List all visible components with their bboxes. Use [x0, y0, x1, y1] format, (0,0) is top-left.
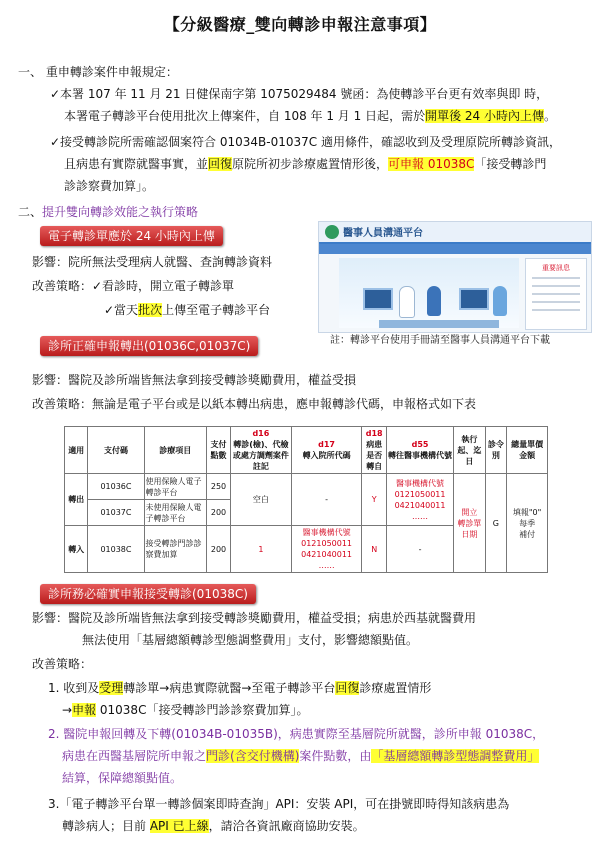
banner-upload-24h: 電子轉診單應於 24 小時內上傳 — [40, 226, 223, 246]
banner-accept-referral: 診所務必確實申報接受轉診(01038C) — [40, 584, 256, 604]
cell-points: 200 — [206, 500, 230, 526]
cell-d17-out: - — [291, 474, 362, 526]
news-line — [532, 285, 580, 287]
s1-p1-highlight: 開單後 24 小時內上傳 — [425, 109, 544, 123]
staff-figure-icon — [493, 286, 507, 316]
cell-item: 未使用保險人電子轉診平台 — [144, 500, 206, 526]
row-group-out: 轉出 — [65, 474, 88, 526]
doctor-figure-icon — [399, 286, 415, 318]
item2-hl-fee: 「基層總額轉診型態調整費用」 — [371, 749, 540, 763]
item2-line3: 結算，保障總額點值。 — [62, 771, 183, 785]
s1-p2-line2 — [64, 154, 546, 174]
platform-header — [319, 222, 591, 244]
item1-hl-claim: 申報 — [72, 703, 97, 717]
cell-code: 01037C — [88, 500, 144, 526]
table-header-row — [65, 427, 548, 474]
col-dates: 執行起、迄日 — [454, 427, 485, 474]
improve2: 改善策略：無論是電子平台或是以紙本轉出病患，應申報轉診代碼，申報格式如下表 — [32, 397, 477, 411]
banner-refer-out: 診所正確申報轉出(01036C,01037C) — [40, 336, 258, 356]
cell-d55-out: 醫事機構代號 0121050011 0421040011 …… — [386, 474, 453, 526]
news-line — [532, 309, 580, 311]
col-code: 支付碼 — [88, 427, 144, 474]
item1-hl-accept: 受理 — [99, 681, 124, 695]
col-d16: d16 轉診(檢)、代檢或處方調劑案件註記 — [231, 427, 292, 474]
improve3-heading: 改善策略： — [32, 657, 93, 671]
s1-p2-line2c: 「接受轉診門 — [474, 157, 547, 171]
platform-caption: 註：轉診平台使用手冊請至醫事人員溝通平台下載 — [330, 335, 550, 346]
news-panel — [525, 258, 587, 330]
section2-number: 二、 — [18, 205, 43, 219]
item3-hl-api: API 已上線 — [149, 819, 209, 833]
item3-line1: 3.「電子轉診平台單一轉診個案即時查詢」API：安裝 API，可在掛號即時得知該病患為 — [48, 797, 510, 811]
claim-code-table — [64, 426, 548, 573]
news-line — [532, 301, 580, 303]
item2-line1: 2. 醫院申報回轉及下轉(01034B-01035B)，病患實際至基層院所就醫，診所申報 01038C， — [48, 727, 545, 741]
col-total: 總量單價金額 — [507, 427, 548, 474]
table-row — [65, 474, 548, 500]
doctors-illustration — [339, 258, 519, 328]
cell-dates: 開立 轉診單 日期 — [454, 474, 485, 573]
col-points: 支付點數 — [206, 427, 230, 474]
col-d18: d18 病患是否轉自 — [362, 427, 386, 474]
s1-p2-line1: ✓接受轉診院所需確認個案符合 01034B-01037C 適用條件，確認收到及受理原院所轉診資訊， — [50, 135, 561, 149]
item1-line1: 1. 收到及受理轉診單→病患實際就醫→至電子轉診平台回復診療處置情形 — [48, 681, 432, 695]
item1-line2: →申報 01038C「接受轉診門診診察費加算」。 — [62, 703, 309, 717]
s1-p2-line2b: 原院所初步診療處置情形後， — [232, 157, 389, 171]
item2-line2: 病患在西醫基層院所申報之門診(含交付機構)案件點數，由「基層總額轉診型態調整費用」 — [62, 749, 540, 763]
cell-d18-in: N — [362, 526, 386, 573]
cell-item: 接受轉診門診診察費加算 — [144, 526, 206, 573]
row-group-in: 轉入 — [65, 526, 88, 573]
nhi-logo-icon — [325, 225, 339, 239]
s1-p2-line3: 診診察費加算」。 — [64, 179, 155, 193]
col-order: 診令別 — [485, 427, 507, 474]
cell-d55-in: - — [386, 526, 453, 573]
impact1: 影響：院所無法受理病人就醫、查詢轉診資料 — [32, 255, 273, 269]
improve1-line2a: ✓當天 — [104, 303, 139, 317]
s1-p2-line2a: 且病患有實際就醫事實，並 — [64, 157, 209, 171]
impact3-line2: 無法使用「基層總額轉診型態調整費用」支付，影響總額點值。 — [82, 633, 419, 647]
impact2: 影響：醫院及診所端皆無法拿到接受轉診獎勵費用，權益受損 — [32, 373, 357, 387]
cell-points: 250 — [206, 474, 230, 500]
s1-p1-line1: ✓本署 107 年 11 月 21 日健保南字第 1075029484 號函：為使轉診平台更有效率與即 時， — [50, 87, 549, 101]
monitor-icon — [459, 288, 489, 310]
item2-hl-outpatient: 門診(含交付機構) — [206, 749, 300, 763]
nurse-figure-icon — [427, 286, 441, 316]
cell-total: 填報"0" 每季 補付 — [507, 474, 548, 573]
cell-points: 200 — [206, 526, 230, 573]
item1-hl-reply: 回復 — [335, 681, 360, 695]
col-apply: 適用 — [65, 427, 88, 474]
cell-item: 使用保險人電子轉診平台 — [144, 474, 206, 500]
cell-d16-out: 空白 — [231, 474, 292, 526]
cell-code: 01036C — [88, 474, 144, 500]
cell-d18-out: Y — [362, 474, 386, 526]
news-line — [532, 277, 580, 279]
page-title: 【分級醫療_雙向轉診申報注意事項】 — [163, 15, 437, 34]
item3-line2: 轉診病人；目前 API 已上線，請洽各資訊廠商協助安裝。 — [62, 819, 365, 833]
platform-screenshot — [318, 221, 592, 333]
s1-p2-hl-reply: 回復 — [208, 157, 233, 171]
impact3-line1: 影響：醫院及診所端皆無法拿到接受轉診獎勵費用，權益受損；病患於西基就醫費用 — [32, 611, 477, 625]
section2-title: 提升雙向轉診效能之執行策略 — [42, 205, 199, 219]
cell-d17-in: 醫事機構代號 0121050011 0421040011 …… — [291, 526, 362, 573]
improve1-hl-batch: 批次 — [138, 303, 163, 317]
col-item: 診療項目 — [144, 427, 206, 474]
desk-shape — [379, 320, 499, 328]
col-d55: d55 轉往醫事機構代號 — [386, 427, 453, 474]
s1-p1-line2b: 。 — [543, 109, 556, 123]
news-panel-title: 重要訊息 — [542, 264, 570, 272]
s1-p1-line2a: 本署電子轉診平台使用批次上傳案件，自 108 年 1 月 1 日起，需於 — [64, 109, 426, 123]
platform-name: 醫事人員溝通平台 — [343, 228, 423, 239]
monitor-icon — [363, 288, 393, 310]
cell-code: 01038C — [88, 526, 144, 573]
platform-nav-bar — [319, 244, 591, 254]
news-line — [532, 293, 580, 295]
improve1-line1: 改善策略：✓看診時，開立電子轉診單 — [32, 279, 235, 293]
cell-d16-in: 1 — [231, 526, 292, 573]
col-d17: d17 轉入院所代碼 — [291, 427, 362, 474]
section2-heading — [18, 202, 198, 222]
improve1-line2b: 上傳至電子轉診平台 — [162, 303, 271, 317]
improve1-line2 — [104, 300, 270, 320]
s1-p2-hl-claim: 可申報 01038C — [388, 157, 475, 171]
s1-p1-line2 — [64, 106, 556, 126]
cell-order: G — [485, 474, 507, 573]
section1-heading: 一、 重申轉診案件申報規定： — [18, 65, 178, 79]
